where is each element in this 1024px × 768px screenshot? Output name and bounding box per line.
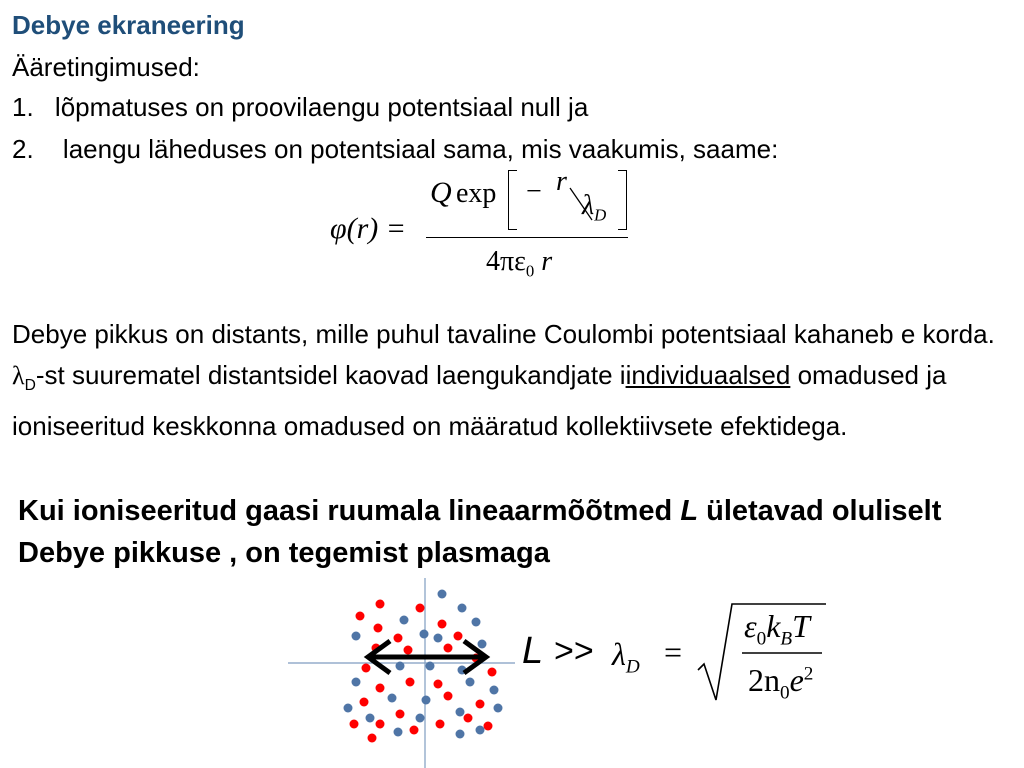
positive-charge-dot [416, 604, 425, 613]
formula-denominator: $4\pi\varepsilon_0$ r [486, 246, 553, 281]
negative-charge-dot [490, 686, 499, 695]
list-text: lõpmatuses on proovilaengu potentsiaal null ja [54, 92, 589, 122]
list-text: laengu läheduses on potentsiaal sama, mis vaakumis, saame: [62, 134, 779, 164]
positive-charge-dot [356, 612, 365, 621]
positive-charge-dot [438, 620, 447, 629]
positive-charge-dot [374, 624, 383, 633]
negative-charge-dot [478, 640, 487, 649]
positive-charge-dot [454, 632, 463, 641]
fraction-bar [426, 237, 628, 238]
negative-charge-dot [466, 678, 475, 687]
negative-charge-dot [352, 632, 361, 641]
positive-charge-dot [394, 634, 403, 643]
negative-charge-dot [422, 696, 431, 705]
positive-charge-dot [376, 684, 385, 693]
formula-exp: exp [456, 178, 497, 209]
positive-charge-dot [444, 644, 453, 653]
positive-charge-dot [488, 668, 497, 677]
positive-charge-dot [368, 734, 377, 743]
list-item-2 [12, 134, 778, 165]
negative-charge-dot [494, 704, 503, 713]
positive-charge-dot [464, 714, 473, 723]
formula-lambda: $\lambda_D$ [582, 190, 607, 225]
negative-charge-dot [352, 678, 361, 687]
positive-charge-dot [406, 678, 415, 687]
positive-charge-dot [434, 680, 443, 689]
sqrt-numerator: $\varepsilon_0k_BT$ [744, 608, 810, 650]
debye-length-formula [520, 600, 840, 710]
positive-charge-dot [444, 692, 453, 701]
negative-charge-dot [472, 618, 481, 627]
list-number: 1. [12, 92, 34, 122]
negative-charge-dot [456, 708, 465, 717]
formula-Q: Q [430, 176, 452, 209]
equals-sign: = [664, 634, 683, 670]
positive-charge-dot [362, 664, 371, 673]
negative-charge-dot [420, 630, 429, 639]
negative-charge-dot [344, 704, 353, 713]
conditions-heading: Ääretingimused: [12, 52, 200, 82]
formula-minus: − [526, 176, 542, 207]
positive-charge-dot [410, 726, 419, 735]
negative-charge-dot [416, 714, 425, 723]
negative-charge-dot [396, 662, 405, 671]
positive-charge-dot [350, 720, 359, 729]
right-bracket [618, 170, 627, 230]
list-item-1 [12, 92, 588, 123]
negative-charge-dot [400, 616, 409, 625]
negative-charge-dot [456, 730, 465, 739]
negative-charge-dot [388, 694, 397, 703]
negative-charge-dot [394, 728, 403, 737]
positive-charge-dot [396, 710, 405, 719]
sqrt-denominator: $2n_0e^2$ [748, 662, 814, 704]
negative-charge-dot [426, 662, 435, 671]
slide-title: Debye ekraneering [12, 10, 245, 40]
left-bracket [508, 170, 517, 230]
negative-charge-dot [366, 714, 375, 723]
positive-charge-dot [404, 646, 413, 655]
formula-lhs: φ(r) = [330, 212, 406, 245]
negative-charge-dot [434, 634, 443, 643]
formula-r: r [556, 166, 567, 197]
formula-lambda-d: $\lambda_D$ [612, 636, 640, 678]
list-number: 2. [12, 134, 34, 164]
positive-charge-dot [436, 720, 445, 729]
much-greater-sign: >> [554, 632, 594, 670]
negative-charge-dot [458, 604, 467, 613]
positive-charge-dot [360, 698, 369, 707]
plasma-condition-statement: Kui ioniseeritud gaasi ruumala lineaarmõõtmed L ületavad oluliselt Debye pikkuse , on tegemist plasmaga [18, 495, 942, 569]
debye-length-paragraph: Debye pikkus on distants, mille puhul tavaline Coulombi potentsiaal kahaneb e korda. $\lambda_D-st$ suurematel distantsidel kaovad laengukandjate iindividuaalsed omadused ja ioniseeritud keskkonna omadused on määratud kollektiivsete efektidega. [12, 319, 995, 442]
plasma-particles-illustration [280, 578, 520, 768]
positive-charge-dot [476, 700, 485, 709]
formula-L: L [522, 630, 544, 672]
positive-charge-dot [376, 720, 385, 729]
negative-charge-dot [476, 726, 485, 735]
negative-charge-dot [438, 590, 447, 599]
positive-charge-dot [484, 722, 493, 731]
positive-charge-dot [376, 600, 385, 609]
debye-potential-formula [330, 166, 640, 290]
